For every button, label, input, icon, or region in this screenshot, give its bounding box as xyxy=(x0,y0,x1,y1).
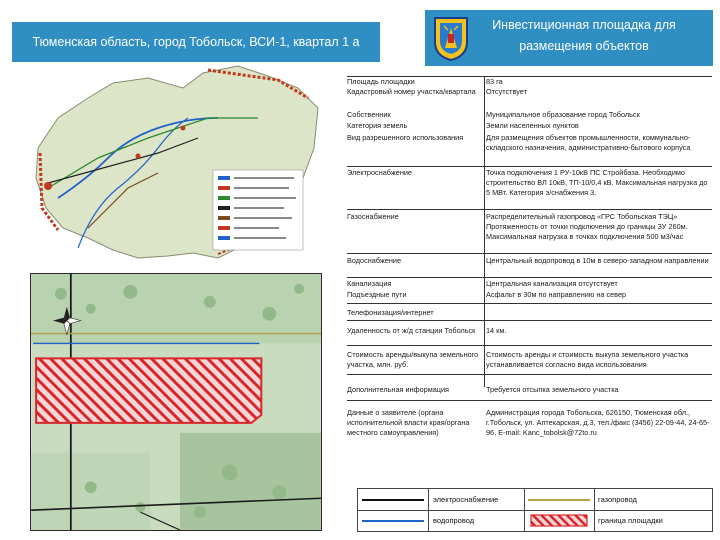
table-divider xyxy=(347,374,712,375)
title-line-1: Инвестиционная площадка для xyxy=(492,18,676,32)
label-power-supply: Электроснабжение xyxy=(347,168,412,177)
table-divider xyxy=(347,253,712,254)
location-text: Тюменская область, город Тобольск, ВСИ-1, квартал 1 а xyxy=(32,35,360,49)
value-applicant: Администрация города Тобольска, 626150, Тюменская обл., г.Тобольск, ул. Аптекарская, д.3, тел./факс (3456) 22-09-44, 24-65-96, E-mail: Kanc_tobolsk@72to.ru xyxy=(486,408,710,437)
value-permitted-use: Для размещения объектов промышленности, коммунально-складского назначения, административно-бытового корпуса xyxy=(486,133,691,152)
value-access-roads: Асфальт в 30м по направлению на север xyxy=(486,290,627,299)
table-column-divider xyxy=(484,76,485,387)
map-legend xyxy=(357,488,713,532)
label-permitted-use: Вид разрешенного использования xyxy=(347,133,464,142)
legend-gas-label: газопровод xyxy=(598,495,637,504)
label-gas-supply: Газоснабжение xyxy=(347,212,399,221)
value-power-supply: Точка подключения 1 РУ-10кВ ПС Стройбаза. Необходимо строительство ВЛ 10кВ, ТП-10/0,4 кВ. Максимальная нагрузка до 5 МВт. Категория э/снабжения 3. xyxy=(486,168,708,197)
value-owner: Муниципальное образование город Тобольск xyxy=(486,110,640,119)
label-lease-cost: Стоимость аренды/выкупа земельного участка, млн. руб. xyxy=(347,350,479,369)
site-plan xyxy=(30,273,322,531)
site-plan-map xyxy=(31,274,321,530)
table-divider xyxy=(347,303,712,304)
table-divider xyxy=(347,320,712,321)
table-divider xyxy=(347,400,712,401)
legend-power-label: электроснабжение xyxy=(433,495,499,504)
table-divider xyxy=(347,209,712,210)
tobolsk-coat-of-arms-icon xyxy=(432,14,470,62)
label-applicant: Данные о заявителе (органа исполнительной власти края/органа местного самоуправления) xyxy=(347,408,470,437)
value-lease-cost: Стоимость аренды и стоимость выкупа земельного участка устанавливается согласно вида использования xyxy=(486,350,689,369)
table-divider xyxy=(347,277,712,278)
legend-boundary-swatch xyxy=(530,514,588,527)
value-sewerage: Центральная канализация отсутствует xyxy=(486,279,618,288)
legend-water-label: водопровод xyxy=(433,516,475,525)
value-additional-info: Требуется отсыпка земельного участка xyxy=(486,385,619,394)
value-land-category: Земли населенных пунктов xyxy=(486,121,579,130)
label-telecom: Телефонизация/интернет xyxy=(347,308,434,317)
value-gas-supply: Распределительный газопровод «ГРС Тобольская ТЭЦ» Протяженность от точки подключения до границы ЗУ 260м. Максимальная нагрузка в точках подключения 500 м3/час xyxy=(486,212,688,241)
label-cadastral: Кадастровый номер участка/квартала xyxy=(347,87,476,96)
legend-power-swatch xyxy=(362,496,424,504)
region-map xyxy=(18,58,330,268)
label-sewerage: Канализация xyxy=(347,279,392,288)
value-water-supply: Центральный водопровод в 10м в северо-западном направлении xyxy=(486,256,709,265)
label-water-supply: Водоснабжение xyxy=(347,256,402,265)
location-banner xyxy=(12,22,380,62)
value-rail-distance: 14 км. xyxy=(486,326,507,335)
label-owner: Собственник xyxy=(347,110,391,119)
label-area: Площадь площадки xyxy=(347,77,415,86)
value-cadastral: Отсутствует xyxy=(486,87,527,96)
table-divider xyxy=(347,166,712,167)
title-line-2: размещения объектов xyxy=(519,39,649,53)
label-land-category: Категория земель xyxy=(347,121,408,130)
legend-boundary-label: граница площадки xyxy=(598,516,663,525)
label-rail-distance: Удаленность от ж/д станции Тобольск xyxy=(347,326,476,335)
table-divider xyxy=(347,345,712,346)
legend-gas-swatch xyxy=(528,496,590,504)
label-access-roads: Подъездные пути xyxy=(347,290,407,299)
label-additional-info: Дополнительная информация xyxy=(347,385,450,394)
value-area: 83 га xyxy=(486,77,503,86)
legend-water-swatch xyxy=(362,517,424,525)
